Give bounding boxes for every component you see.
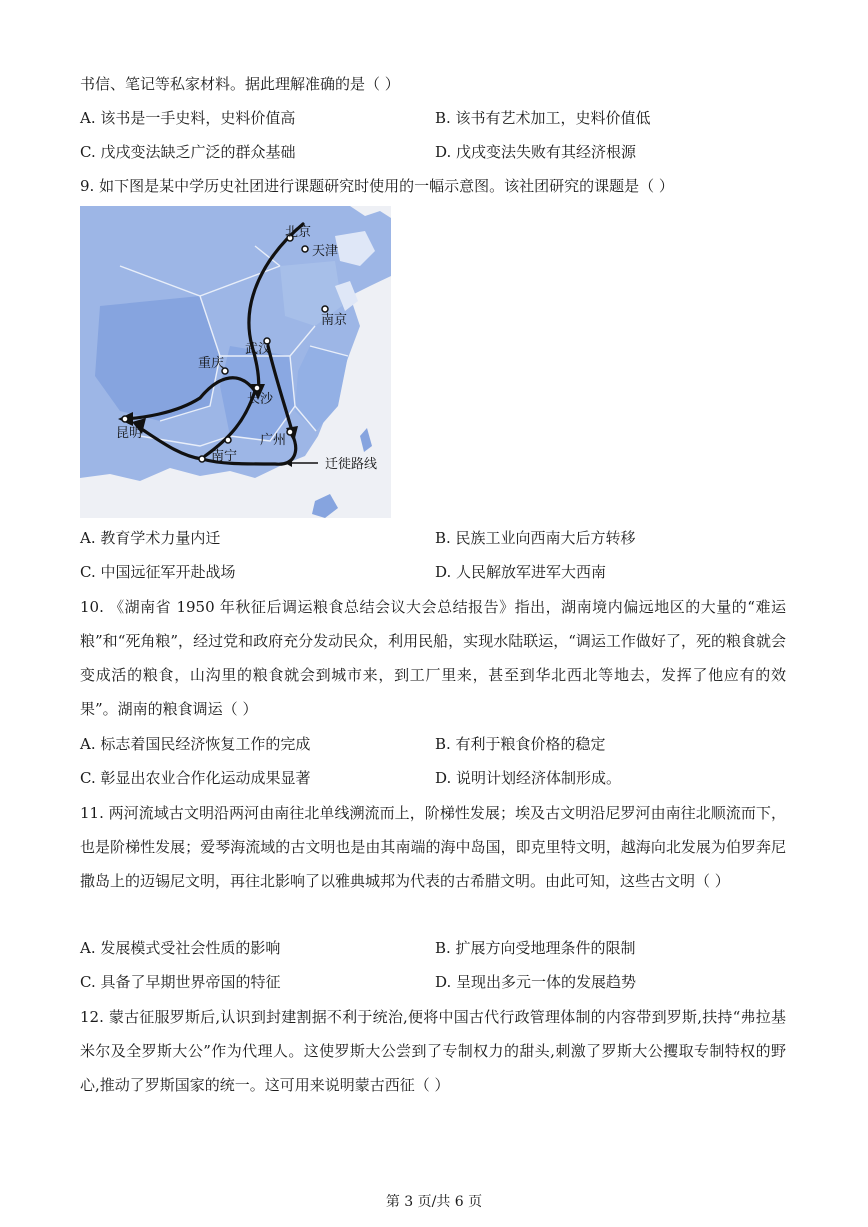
q9-stem: 9. 如下图是某中学历史社团进行课题研究时使用的一幅示意图。该社团研究的课题是（ ） — [80, 177, 674, 195]
q9-option-d: D. 人民解放军进军大西南 — [435, 563, 607, 581]
city-nanning: 南宁 — [211, 449, 238, 464]
city-tianjin: 天津 — [312, 244, 339, 259]
q10-option-b: B. 有利于粮食价格的稳定 — [435, 735, 606, 753]
city-changsha: 长沙 — [247, 392, 274, 407]
q9-option-a: A. 教育学术力量内迁 — [80, 529, 221, 547]
page-footer: 第 3 页/共 6 页 — [385, 1194, 483, 1210]
city-guangzhou: 广州 — [260, 433, 287, 448]
q8-option-c: C. 戊戌变法缺乏广泛的群众基础 — [80, 143, 296, 161]
q8-option-a: A. 该书是一手史料，史料价值高 — [80, 109, 296, 127]
q11-option-d: D. 呈现出多元一体的发展趋势 — [435, 973, 637, 991]
q8-option-b: B. 该书有艺术加工，史料价值低 — [435, 109, 651, 127]
q8-option-d: D. 戊戌变法失败有其经济根源 — [435, 143, 637, 161]
q10-option-a: A. 标志着国民经济恢复工作的完成 — [80, 735, 311, 753]
city-kunming: 昆明 — [116, 426, 143, 441]
q8-stem-tail: 书信、笔记等私家材料。据此理解准确的是（ ） — [80, 75, 400, 93]
q9-option-b: B. 民族工业向西南大后方转移 — [435, 529, 636, 547]
q11-option-a: A. 发展模式受社会性质的影响 — [80, 939, 281, 957]
city-chongqing: 重庆 — [198, 356, 225, 371]
q11-option-b: B. 扩展方向受地理条件的限制 — [435, 939, 636, 957]
city-nanjing: 南京 — [321, 313, 348, 328]
q10-option-c: C. 彰显出农业合作化运动成果显著 — [80, 769, 311, 787]
city-beijing: 北京 — [285, 225, 312, 240]
q12-stem: 12. 蒙古征服罗斯后,认识到封建割据不利于统治,便将中国古代行政管理体制的内容带到罗斯,扶持“弗拉基米尔及全罗斯大公”作为代理人。这使罗斯大公尝到了专制权力的甜头,刺激了罗斯大公攫取专制特权的野心,推动了罗斯国家的统一。这可用来说明蒙古西征（ ） — [80, 1008, 786, 1094]
q11-stem: 11. 两河流域古文明沿两河由南往北单线溯流而上，阶梯性发展；埃及古文明沿尼罗河由南往北顺流而下，也是阶梯性发展；爱琴海流域的古文明也是由其南端的海中岛国，即克里特文明，越海向北发展为伯罗奔尼撒岛上的迈锡尼文明，再往北影响了以雅典城邦为代表的古希腊文明。由此可知，这些古文明（ ） — [80, 804, 786, 890]
city-wuhan: 武汉 — [245, 342, 272, 357]
migration-map — [80, 206, 391, 518]
legend-label: 迁徙路线 — [325, 457, 378, 472]
q10-option-d: D. 说明计划经济体制形成。 — [435, 769, 622, 787]
q10-stem: 10. 《湖南省 1950 年秋征后调运粮食总结会议大会总结报告》指出，湖南境内偏远地区的大量的“难运粮”和“死角粮”，经过党和政府充分发动民众，利用民船，实现水陆联运，“调运工作做好了，死的粮食就会变成活的粮食，山沟里的粮食就会到城市来，到工厂里来，甚至到华北西北等地去，发挥了他应有的效果”。湖南的粮食调运（ ） — [80, 598, 786, 718]
q9-option-c: C. 中国远征军开赴战场 — [80, 563, 236, 581]
q11-option-c: C. 具备了早期世界帝国的特征 — [80, 973, 281, 991]
